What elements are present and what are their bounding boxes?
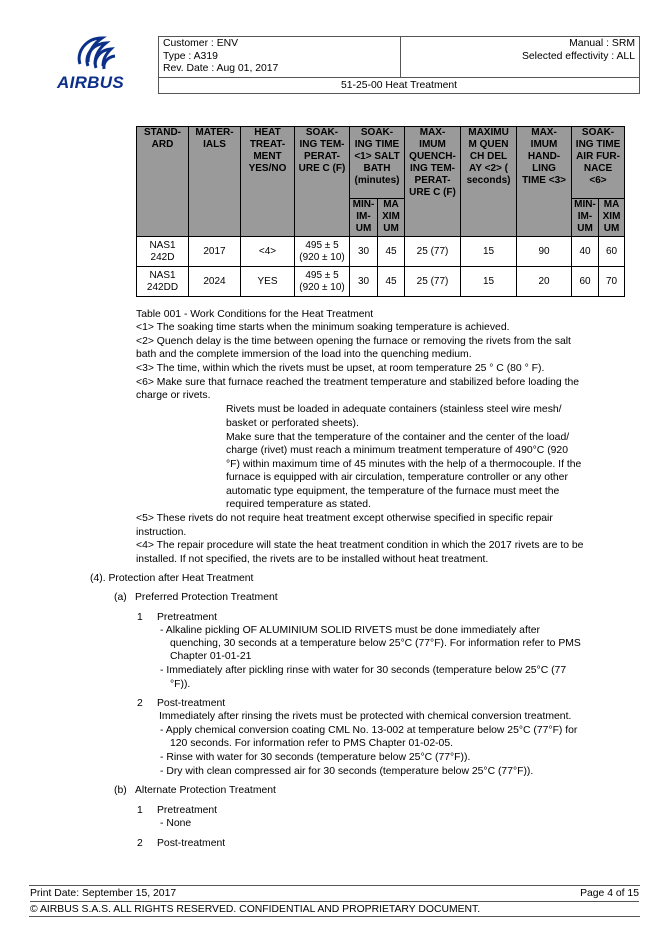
header-air-furnace-time: SOAK- ING TIME AIR FUR- NACE <6> xyxy=(572,127,625,199)
a2-bullet3: - Dry with clean compressed air for 30 seconds (temperature below 25°C (77°F)). xyxy=(160,766,534,777)
a1-bullet2-line2: °F)). xyxy=(170,679,191,690)
cell-material: 2024 xyxy=(189,267,241,297)
cell-air-max: 70 xyxy=(599,267,625,297)
brand-name: AIRBUS xyxy=(57,73,124,92)
rev-date-label: Rev. Date : Aug 01, 2017 xyxy=(163,63,279,74)
a1-bullet1-line3: Chapter 01-01-21 xyxy=(170,651,252,662)
header-right xyxy=(399,37,639,77)
note-6-sub2-line5: automatic type equipment, the temperature of the furnace must meet the xyxy=(226,486,560,497)
subheader-air-min: MIN- IM- UM xyxy=(572,199,599,237)
item-b1-title: Pretreatment xyxy=(157,805,218,816)
subheader-air-max: MA XIM UM xyxy=(599,199,625,237)
cell-salt-min: 30 xyxy=(350,267,378,297)
note-6-sub2-line1: Make sure that the temperature of the container and the center of the load/ xyxy=(226,432,570,443)
item-b1-number: 1 xyxy=(137,805,143,816)
item-a2-number: 2 xyxy=(137,698,143,709)
cell-air-max: 60 xyxy=(599,237,625,267)
cell-temp: 495 ± 5 (920 ± 10) xyxy=(295,237,350,267)
header-left xyxy=(159,37,401,77)
note-6-sub1-line2: basket or perforated sheets). xyxy=(226,418,359,429)
note-6-sub2-line4: furnace is equipped with air circulation, temperature controller or any other xyxy=(226,472,568,483)
table-row xyxy=(137,237,625,267)
note-5-line2: instruction. xyxy=(136,527,187,538)
cell-material: 2017 xyxy=(189,237,241,267)
note-6-line2: charge or rivets. xyxy=(136,390,211,401)
a1-bullet1-line2: quenching, 30 seconds at a temperature below 25°C (77°F). For information refer to PMS xyxy=(170,638,581,649)
table-caption: Table 001 - Work Conditions for the Heat Treatment xyxy=(136,309,374,320)
cell-delay: 15 xyxy=(461,267,517,297)
item-a2-title: Post-treatment xyxy=(157,698,226,709)
header-quenching-temperature: MAX- IMUM QUENCH- ING TEM- PERAT- URE C (F) xyxy=(405,127,461,237)
cell-quench-temp: 25 (77) xyxy=(405,267,461,297)
customer-label: Customer : ENV xyxy=(163,38,239,49)
note-6-sub2-line2: charge (rivet) must reach a minimum treatment temperature of 490°C (920 xyxy=(226,445,568,456)
note-3: <3> The time, within which the rivets must be upset, at room temperature 25 ° C (80 ° F). xyxy=(136,363,545,374)
header-handling-time: MAX- IMUM HAND- LING TIME <3> xyxy=(517,127,572,237)
cell-salt-min: 30 xyxy=(350,237,378,267)
note-4-line2: installed. If not specified, the rivets are to be installed without heat treatment. xyxy=(136,554,489,565)
document-header xyxy=(158,36,640,94)
page-footer xyxy=(29,885,640,917)
item-b2-number: 2 xyxy=(137,838,143,849)
header-soaking-temperature: SOAK- ING TEM- PERAT- URE C (F) xyxy=(295,127,350,237)
item-b-title: Alternate Protection Treatment xyxy=(135,785,276,796)
type-label: Type : A319 xyxy=(163,50,218,62)
a2-bullet1-line1: - Apply chemical conversion coating CML No. 13-002 at temperature below 25°C (77°F) for xyxy=(160,725,578,736)
a1-bullet2-line1: - Immediately after pickling rinse with water for 30 seconds (temperature below 25°C (77 xyxy=(160,665,567,676)
cell-standard: NAS1 242DD xyxy=(137,267,189,297)
cell-salt-max: 45 xyxy=(378,237,405,267)
note-1: <1> The soaking time starts when the minimum soaking temperature is achieved. xyxy=(136,322,510,333)
effectivity-label: Selected effectivity : ALL xyxy=(521,50,635,62)
copyright-notice: © AIRBUS S.A.S. ALL RIGHTS RESERVED. CONFIDENTIAL AND PROPRIETARY DOCUMENT. xyxy=(30,901,639,917)
header-heat-treatment: HEAT TREAT- MENT YES/NO xyxy=(241,127,295,237)
a1-bullet1-line1: - Alkaline pickling OF ALUMINIUM SOLID RIVETS must be done immediately after xyxy=(160,625,540,636)
cell-handling: 20 xyxy=(517,267,572,297)
airbus-logo xyxy=(54,34,140,94)
header-salt-bath-time: SOAK- ING TIME <1> SALT BATH (minutes) xyxy=(350,127,405,199)
cell-quench-temp: 25 (77) xyxy=(405,237,461,267)
page-number: Page 4 of 15 xyxy=(580,888,639,899)
item-b-label: (b) xyxy=(114,785,127,796)
item-a1-title: Pretreatment xyxy=(157,612,218,623)
cell-air-min: 60 xyxy=(572,267,599,297)
note-6-sub2-line6: required temperature as stated. xyxy=(226,499,371,510)
item-a-label: (a) xyxy=(114,592,127,603)
item-b2-title: Post-treatment xyxy=(157,838,226,849)
header-quench-delay: MAXIMU M QUEN CH DEL AY <2> ( seconds) xyxy=(461,127,517,237)
section-4-heading: (4). Protection after Heat Treatment xyxy=(90,573,254,584)
work-conditions-table xyxy=(136,126,625,297)
cell-air-min: 40 xyxy=(572,237,599,267)
cell-handling: 90 xyxy=(517,237,572,267)
cell-heat: <4> xyxy=(241,237,295,267)
note-4-line1: <4> The repair procedure will state the heat treatment condition in which the 2017 rivets are to be xyxy=(136,540,584,551)
print-date: Print Date: September 15, 2017 xyxy=(30,888,177,899)
item-a1-number: 1 xyxy=(137,612,143,623)
note-6-sub2-line3: °F) within maximum time of 45 minutes with the help of a thermocouple. If the xyxy=(226,459,582,470)
note-6-sub1-line1: Rivets must be loaded in adequate containers (stainless steel wire mesh/ xyxy=(226,404,562,415)
header-standard: STAND- ARD xyxy=(137,127,189,237)
table-row xyxy=(137,267,625,297)
note-5-line1: <5> These rivets do not require heat treatment except otherwise specified in specific repair xyxy=(136,513,553,524)
a2-intro: Immediately after rinsing the rivets must be protected with chemical conversion treatment. xyxy=(159,711,572,722)
a2-bullet1-line2: 120 seconds. For information refer to PMS Chapter 01-02-05. xyxy=(170,738,453,749)
note-2-line2: bath and the complete immersion of the load into the quenching medium. xyxy=(136,349,472,360)
manual-label: Manual : SRM xyxy=(569,38,635,49)
note-2-line1: <2> Quench delay is the time between opening the furnace or removing the rivets from the salt xyxy=(136,336,571,347)
note-6-line1: <6> Make sure that furnace reached the treatment temperature and stabilized before loading the xyxy=(136,377,580,388)
cell-salt-max: 45 xyxy=(378,267,405,297)
airbus-swirl-icon xyxy=(74,34,120,74)
cell-standard: NAS1 242D xyxy=(137,237,189,267)
section-title: 51-25-00 Heat Treatment xyxy=(159,77,639,94)
a2-bullet2: - Rinse with water for 30 seconds (temperature below 25°C (77°F)). xyxy=(160,752,471,763)
header-materials: MATER- IALS xyxy=(189,127,241,237)
cell-heat: YES xyxy=(241,267,295,297)
cell-temp: 495 ± 5 (920 ± 10) xyxy=(295,267,350,297)
cell-delay: 15 xyxy=(461,237,517,267)
table-header-row xyxy=(137,127,625,199)
b1-bullet1: - None xyxy=(160,818,192,829)
item-a-title: Preferred Protection Treatment xyxy=(135,592,278,603)
subheader-salt-max: MA XIM UM xyxy=(378,199,405,237)
subheader-salt-min: MIN- IM- UM xyxy=(350,199,378,237)
